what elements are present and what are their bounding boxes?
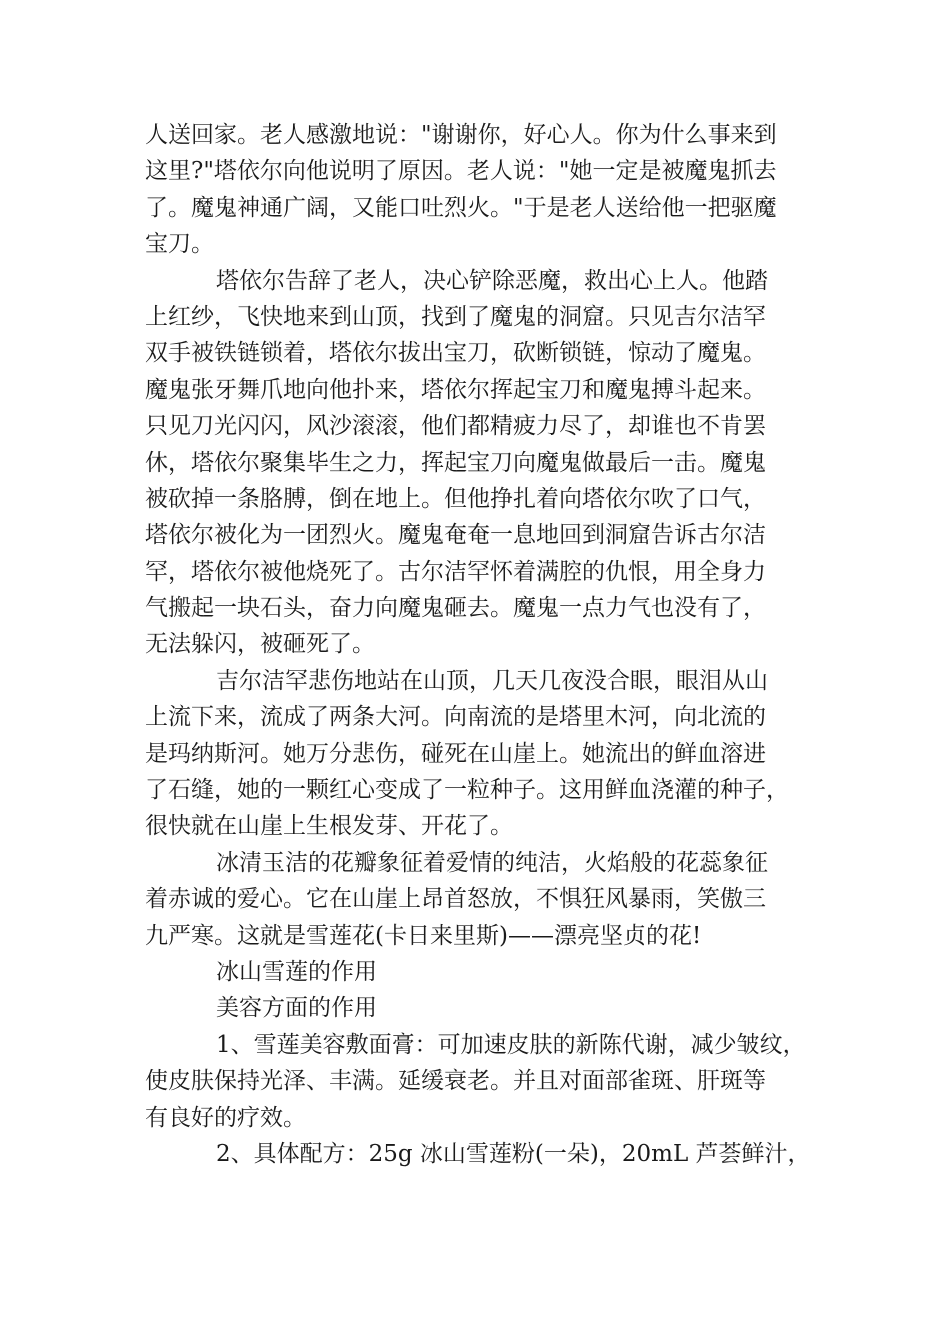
paragraph-first-line: 吉尔洁罕悲伤地站在山顶，几天几夜没合眼，眼泪从山	[216, 667, 768, 694]
list-item-first-line: 1、雪莲美容敷面膏：可加速皮肤的新陈代谢，减少皱纹，	[216, 1031, 806, 1058]
text-line: 上红纱，飞快地来到山顶，找到了魔鬼的洞窟。只见吉尔洁罕	[145, 303, 766, 330]
text-line: 无法躲闪，被砸死了。	[145, 631, 375, 658]
text-line: 人送回家。老人感激地说："谢谢你，好心人。你为什么事来到	[145, 122, 777, 148]
text-line: 了石缝，她的一颗红心变成了一粒种子。这用鲜血浇灌的种子，	[145, 777, 789, 804]
text-line: 上流下来，流成了两条大河。向南流的是塔里木河，向北流的	[145, 704, 766, 731]
text-line: 被砍掉一条胳膊，倒在地上。但他挣扎着向塔依尔吹了口气，	[145, 485, 766, 512]
text-line: 这里?"塔依尔向他说明了原因。老人说："她一定是被魔鬼抓去	[145, 158, 777, 185]
paragraph-first-line: 冰清玉洁的花瓣象征着爱情的纯洁，火焰般的花蕊象征	[216, 849, 768, 876]
subsection-heading: 美容方面的作用	[216, 995, 377, 1022]
text-line: 宝刀。	[145, 231, 214, 258]
text-line: 很快就在山崖上生根发芽、开花了。	[145, 813, 513, 840]
text-line: 休，塔依尔聚集毕生之力，挥起宝刀向魔鬼做最后一击。魔鬼	[145, 449, 766, 476]
document-body	[145, 117, 825, 1172]
text-line: 气搬起一块石头，奋力向魔鬼砸去。魔鬼一点力气也没有了，	[145, 595, 766, 622]
paragraph-first-line: 塔依尔告辞了老人，决心铲除恶魔，救出心上人。他踏	[216, 267, 768, 294]
text-line: 罕，塔依尔被他烧死了。古尔洁罕怀着满腔的仇恨，用全身力	[145, 558, 766, 585]
list-item-first-line: 2、具体配方：25g 冰山雪莲粉(一朵)，20mL 芦荟鲜汁，	[216, 1140, 811, 1167]
section-heading: 冰山雪莲的作用	[216, 958, 377, 985]
text-line: 双手被铁链锁着，塔依尔拔出宝刀，砍断锁链，惊动了魔鬼。	[145, 340, 766, 367]
text-line: 了。魔鬼神通广阔，又能口吐烈火。"于是老人送给他一把驱魔	[145, 194, 777, 221]
text-line: 只见刀光闪闪，风沙滚滚，他们都精疲力尽了，却谁也不肯罢	[145, 413, 766, 440]
text-line: 魔鬼张牙舞爪地向他扑来，塔依尔挥起宝刀和魔鬼搏斗起来。	[145, 376, 766, 403]
text-line: 使皮肤保持光泽、丰满。延缓衰老。并且对面部雀斑、肝斑等	[145, 1068, 766, 1095]
text-line: 塔依尔被化为一团烈火。魔鬼奄奄一息地回到洞窟告诉古尔洁	[145, 522, 766, 549]
text-line: 有良好的疗效。	[145, 1104, 306, 1131]
text-line: 着赤诚的爱心。它在山崖上昂首怒放，不惧狂风暴雨，笑傲三	[145, 886, 766, 913]
text-line: 九严寒。这就是雪莲花(卡日来里斯)——漂亮坚贞的花!	[145, 922, 702, 949]
text-line: 是玛纳斯河。她万分悲伤，碰死在山崖上。她流出的鲜血溶进	[145, 740, 766, 767]
